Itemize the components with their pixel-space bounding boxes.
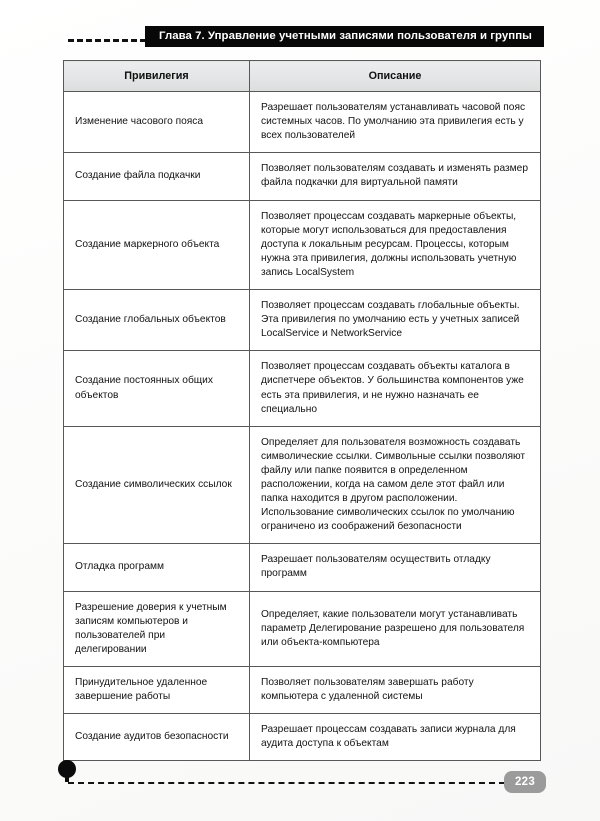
chapter-title-banner <box>145 26 544 47</box>
page-number-badge: 223 <box>504 771 546 793</box>
page-footer <box>0 760 600 800</box>
drop-marker-icon <box>58 760 76 778</box>
table-row <box>64 591 541 666</box>
privileges-table <box>63 60 541 761</box>
cell-privilege: Разрешение доверия к учетным записям компьютеров и пользователей при делегировании <box>64 591 250 666</box>
table-row <box>64 351 541 426</box>
cell-privilege: Создание аудитов безопасности <box>64 714 250 761</box>
cell-description: Позволяет процессам создавать маркерные объекты, которые могут использоваться для предоставления доступа к локальным ресурсам. Процессы, которым нужна эта привилегия, должны использовать учетную запись LocalSystem <box>250 200 541 289</box>
table-row <box>64 426 541 544</box>
table-row <box>64 200 541 289</box>
cell-privilege: Создание символических ссылок <box>64 426 250 544</box>
column-header-privilege: Привилегия <box>64 61 250 92</box>
table-row <box>64 92 541 153</box>
cell-privilege: Создание маркерного объекта <box>64 200 250 289</box>
running-head-dashed-rule <box>68 39 146 42</box>
cell-privilege: Создание глобальных объектов <box>64 290 250 351</box>
cell-description: Позволяет пользователям создавать и изменять размер файла подкачки для виртуальной памяти <box>250 153 541 200</box>
running-head <box>0 26 600 54</box>
table-header <box>64 61 541 92</box>
cell-description: Позволяет процессам создавать глобальные объекты. Эта привилегия по умолчанию есть у учетных записей LocalService и NetworkService <box>250 290 541 351</box>
footer-dashed-rule <box>68 782 505 784</box>
table-body <box>64 92 541 761</box>
chapter-title-text: Глава 7. Управление учетными записями пользователя и группы <box>159 30 532 42</box>
table-row <box>64 290 541 351</box>
cell-privilege: Изменение часового пояса <box>64 92 250 153</box>
cell-description: Разрешает пользователям осуществить отладку программ <box>250 544 541 591</box>
cell-description: Позволяет процессам создавать объекты каталога в диспетчере объектов. У большинства компонентов уже есть эта привилегия, и не нужно назначать ее специально <box>250 351 541 426</box>
cell-privilege: Принудительное удаленное завершение работы <box>64 666 250 713</box>
cell-description: Разрешает пользователям устанавливать часовой пояс системных часов. По умолчанию эта привилегия есть у всех пользователей <box>250 92 541 153</box>
table-row <box>64 666 541 713</box>
table-header-row <box>64 61 541 92</box>
cell-description: Позволяет пользователям завершать работу компьютера с удаленной системы <box>250 666 541 713</box>
column-header-description: Описание <box>250 61 541 92</box>
cell-privilege: Создание постоянных общих объектов <box>64 351 250 426</box>
table-row <box>64 544 541 591</box>
table-row <box>64 714 541 761</box>
cell-privilege: Создание файла подкачки <box>64 153 250 200</box>
table-row <box>64 153 541 200</box>
cell-description: Определяет, какие пользователи могут устанавливать параметр Делегирование разрешено для пользователя или объекта-компьютера <box>250 591 541 666</box>
cell-description: Определяет для пользователя возможность создавать символические ссылки. Символьные ссылки позволяют файлу или папке появится в определенном расположении, когда на самом деле этот файл или папка находится в другом расположении. Использование символических ссылок по умолчанию ограничено из соображений безопасности <box>250 426 541 544</box>
cell-privilege: Отладка программ <box>64 544 250 591</box>
cell-description: Разрешает процессам создавать записи журнала для аудита доступа к объектам <box>250 714 541 761</box>
